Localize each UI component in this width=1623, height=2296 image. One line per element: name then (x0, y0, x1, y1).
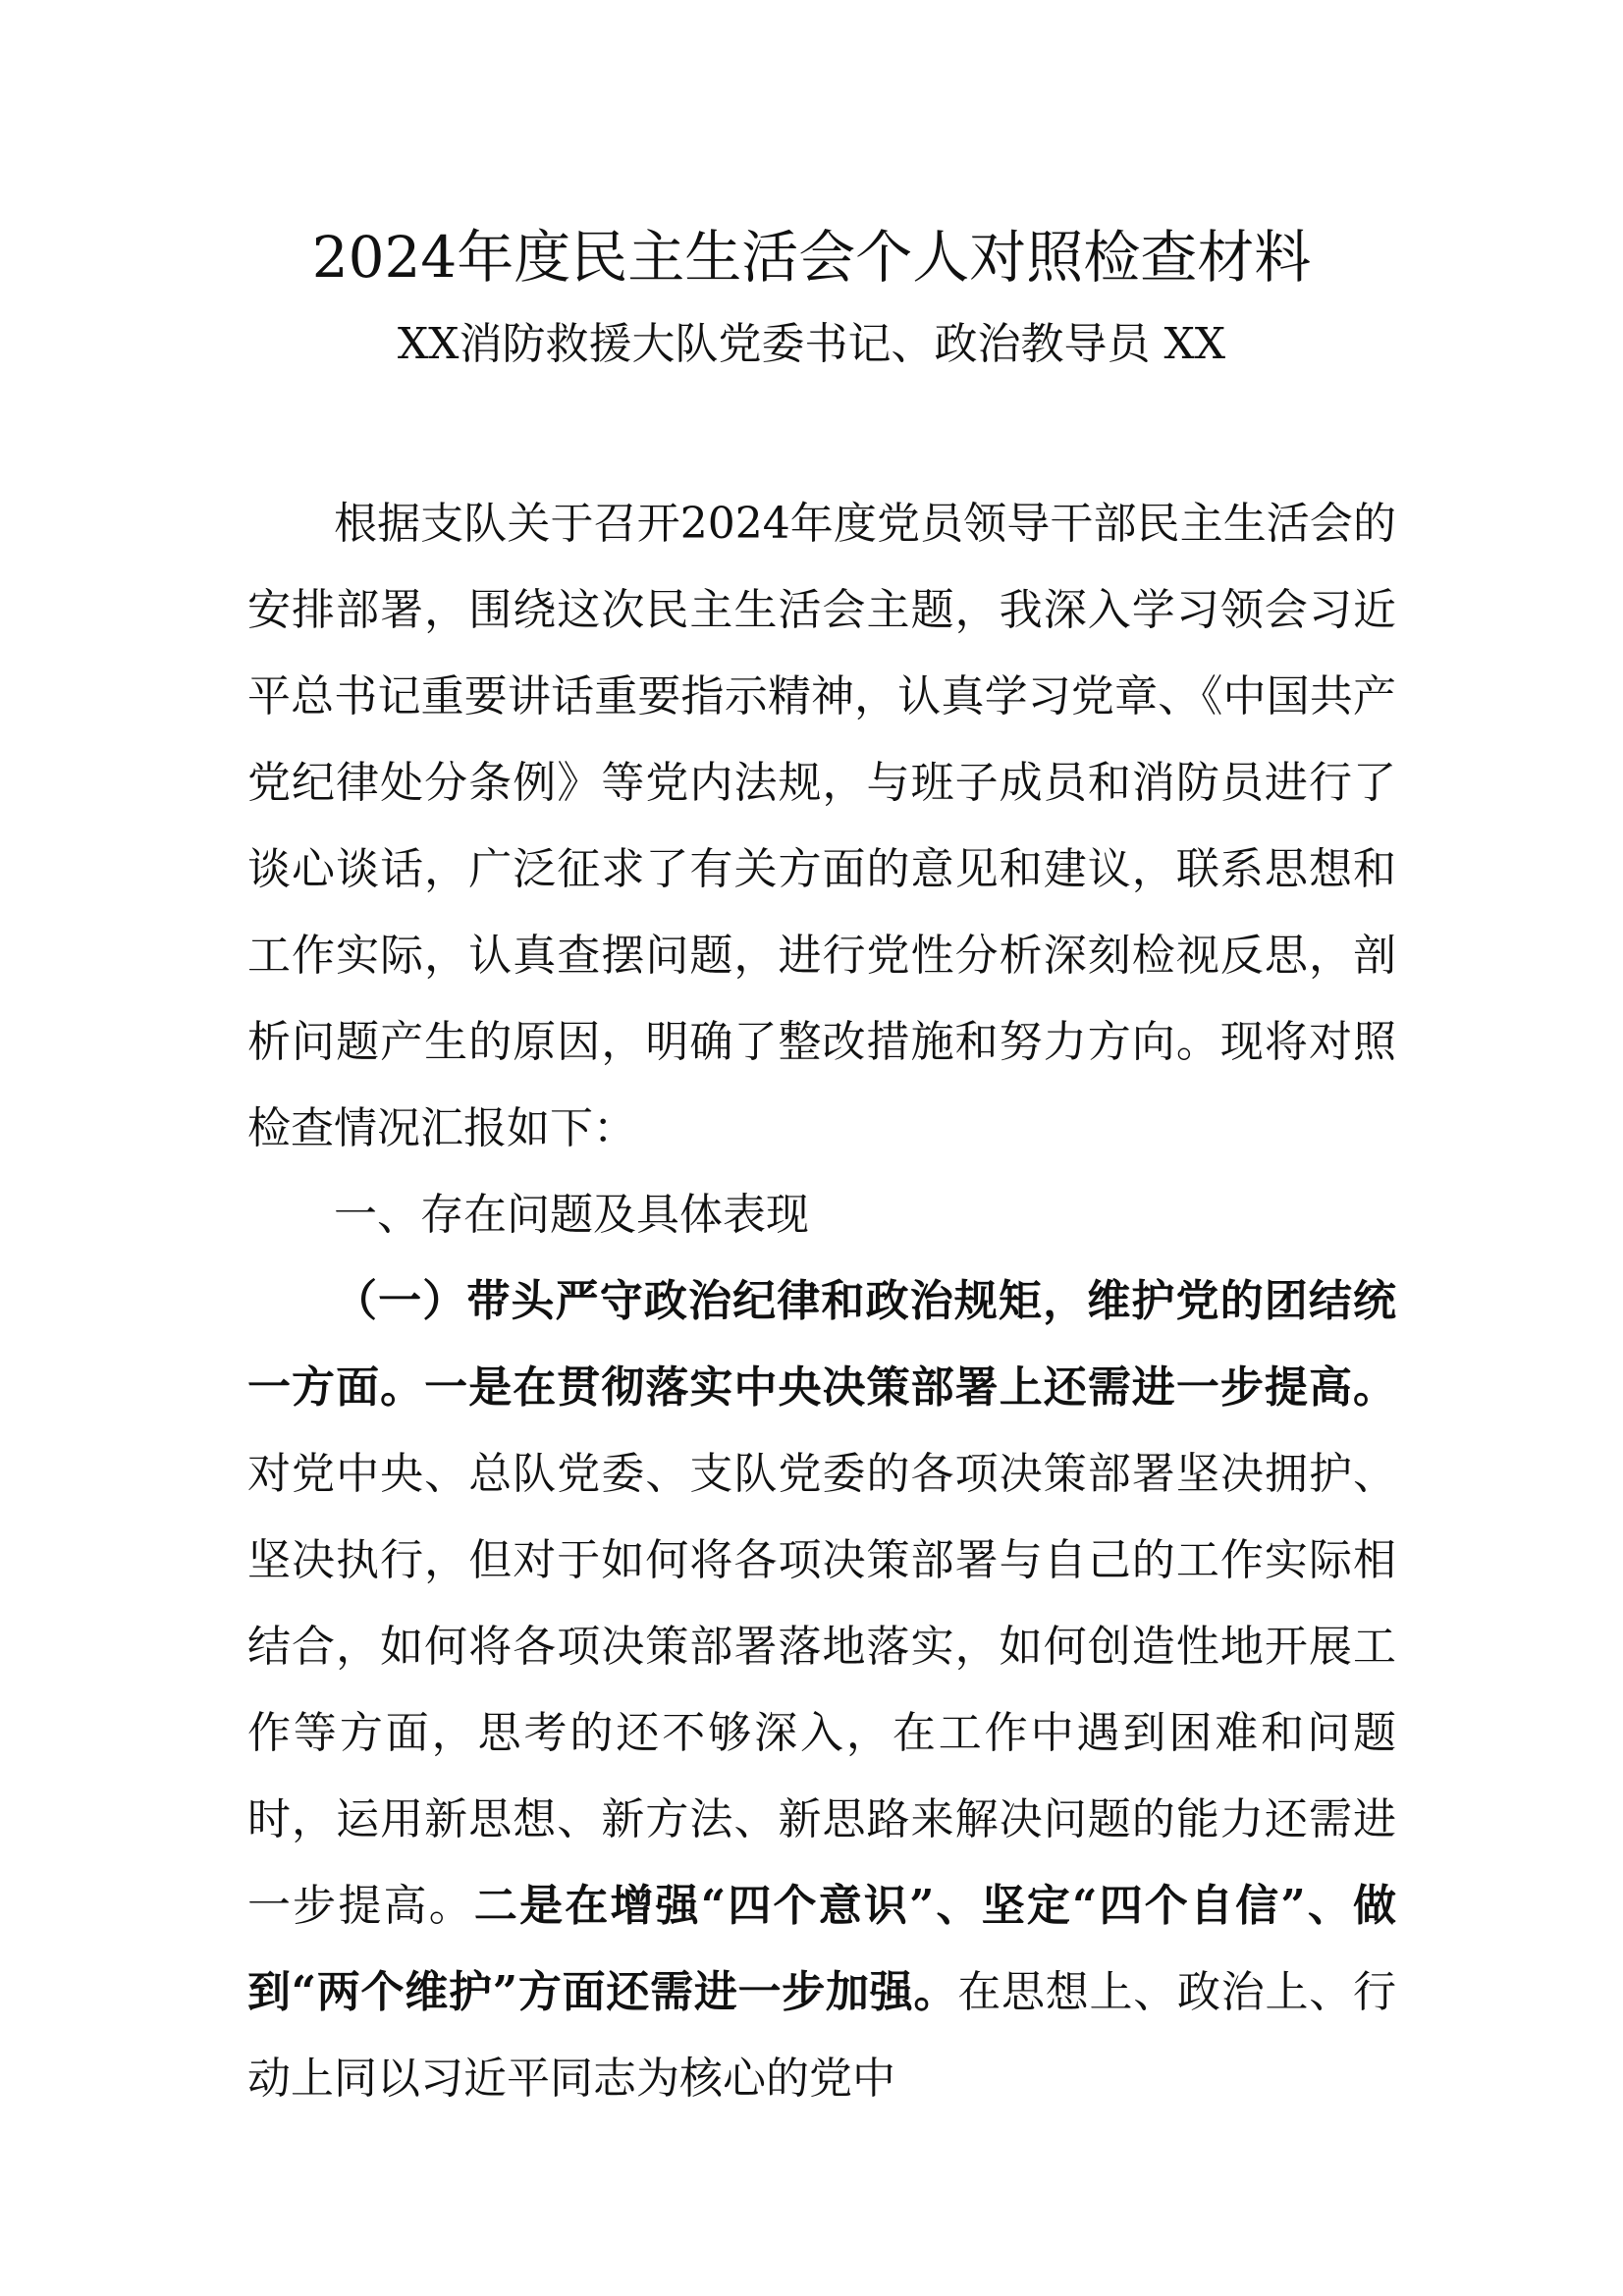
point-1-text: 对党中央、总队党委、支队党委的各项决策部署坚决拥护、坚决执行，但对于如何将各项决策部署与自己的工作实际相结合，如何将各项决策部署落地落实，如何创造性地开展工作等方面，思考的还不够深入，在工作中遇到困难和问题时，运用新思想、新方法、新思路来解决问题的能力还需进一步提高。 (247, 1449, 1396, 1931)
point-2-heading: 二是在增强“四个意识”、坚定“四个自信”、做到“两个维护”方面还需进一步加强。 (247, 1881, 1397, 2017)
subsection-heading: （一）带头严守政治纪律和政治规矩，维护党的团结统一方面。 (247, 1276, 1396, 1413)
content-paragraph (247, 1258, 1396, 2122)
intro-paragraph: 根据支队关于召开2024年度党员领导干部民主生活会的安排部署，围绕这次民主生活会主题，我深入学习领会习近平总书记重要讲话重要指示精神，认真学习党章、《中国共产党纪律处分条例》等党内法规，与班子成员和消防员进行了谈心谈话，广泛征求了有关方面的意见和建议，联系思想和工作实际，认真查摆问题，进行党性分析深刻检视反思，剖析问题产生的原因，明确了整改措施和努力方向。现将对照检查情况汇报如下： (247, 499, 1396, 1153)
point-1-heading: 一是在贯彻落实中央决策部署上还需进一步提高。 (424, 1362, 1397, 1413)
point-2-text: 在思想上、政治上、行动上同以习近平同志为核心的党中 (247, 1967, 1397, 2104)
document-body (247, 481, 1396, 2122)
section-heading: 一、存在问题及具体表现 (334, 1190, 809, 1240)
document-subtitle: XX消防救援大队党委书记、政治教导员 XX (397, 319, 1226, 369)
document-title: 2024年度民主生活会个人对照检查材料 (311, 224, 1312, 291)
